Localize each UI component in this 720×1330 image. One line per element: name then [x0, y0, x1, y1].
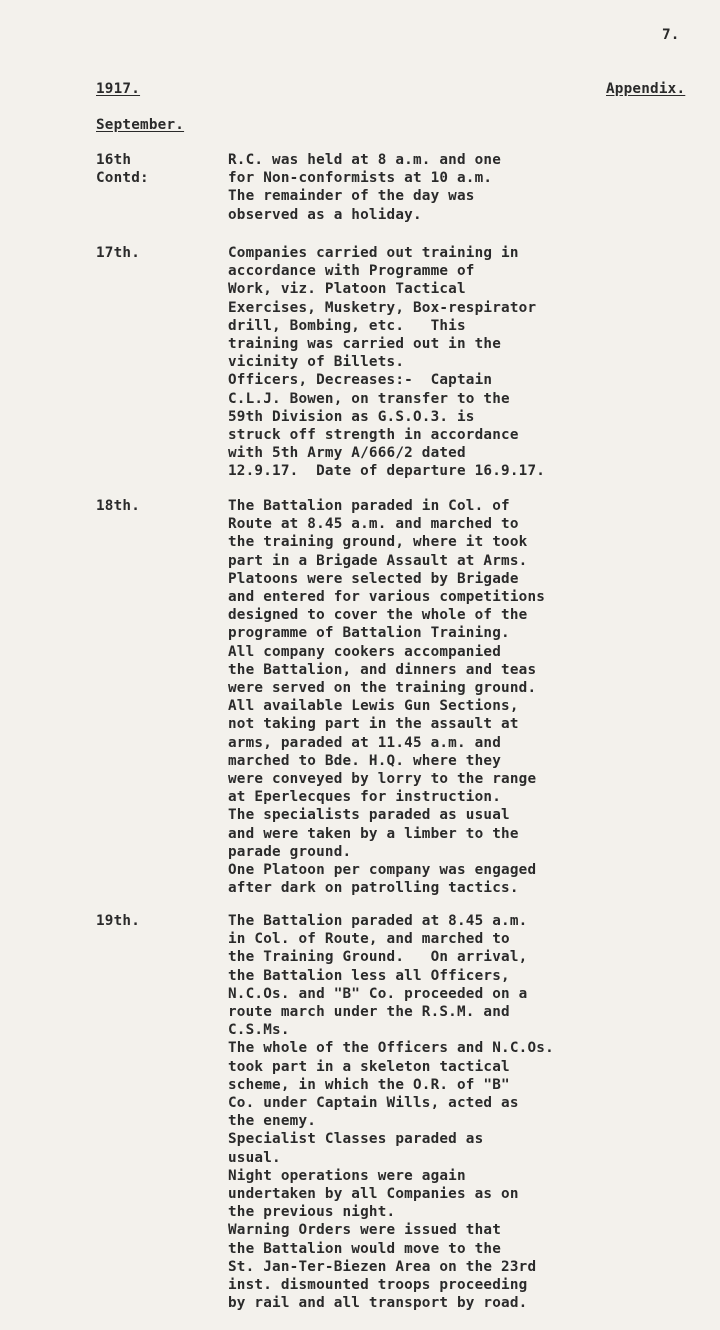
entry-line: the Battalion, and dinners and teas — [228, 661, 537, 678]
entry-line: R.C. was held at 8 a.m. and one — [228, 152, 502, 168]
entry-text — [228, 244, 698, 481]
entry-line: drill, Bombing, etc. This — [228, 317, 466, 334]
entry-line: and were taken by a limber to the — [228, 825, 519, 842]
year-heading: 1917. — [96, 81, 141, 97]
entry-line: vicinity of Billets. — [228, 354, 405, 371]
entry-line: usual. — [228, 1149, 281, 1166]
entry-line: marched to Bde. H.Q. where they — [228, 752, 502, 769]
entry-line: The Battalion paraded at 8.45 a.m. — [228, 913, 528, 929]
entry-line: N.C.Os. and "B" Co. proceeded on a — [228, 985, 528, 1002]
entry-line: were conveyed by lorry to the range — [228, 771, 537, 788]
page-number: 7. — [662, 27, 680, 43]
entry-line: part in a Brigade Assault at Arms. — [228, 552, 528, 569]
entry-line: C.L.J. Bowen, on transfer to the — [228, 390, 510, 407]
entry-line: route march under the R.S.M. and — [228, 1004, 510, 1021]
entry-line: the enemy. — [228, 1113, 317, 1130]
entry-line: the previous night. — [228, 1204, 396, 1221]
entry-line: The specialists paraded as usual — [228, 807, 510, 824]
entry-line: One Platoon per company was engaged — [228, 862, 537, 879]
entry-line: the training ground, where it took — [228, 534, 528, 551]
entry-line: Route at 8.45 a.m. and marched to — [228, 516, 519, 533]
entry-line: Night operations were again — [228, 1167, 466, 1184]
entry-line: with 5th Army A/666/2 dated — [228, 445, 466, 462]
entry-line: accordance with Programme of — [228, 263, 475, 280]
entry-text — [228, 151, 698, 224]
entry-line: the Training Ground. On arrival, — [228, 949, 528, 966]
entry-text — [228, 497, 698, 897]
entry-line: observed as a holiday. — [228, 206, 422, 223]
entry-line: All available Lewis Gun Sections, — [228, 698, 519, 715]
entry-line: All company cookers accompanied — [228, 643, 502, 660]
entry-line: Platoons were selected by Brigade — [228, 570, 519, 587]
entry-line: arms, paraded at 11.45 a.m. and — [228, 734, 502, 751]
entry-line: Companies carried out training in — [228, 245, 519, 261]
entry-line: Warning Orders were issued that — [228, 1222, 502, 1239]
month-heading: September. — [96, 117, 185, 133]
entry-date: 18th. — [96, 498, 141, 514]
entry-line: the Battalion less all Officers, — [228, 967, 510, 984]
entry-line: Officers, Decreases:- Captain — [228, 372, 493, 389]
entry-line: undertaken by all Companies as on — [228, 1186, 519, 1203]
entry-line: St. Jan-Ter-Biezen Area on the 23rd — [228, 1258, 537, 1275]
entry-line: took part in a skeleton tactical — [228, 1058, 510, 1075]
entry-line: parade ground. — [228, 843, 352, 860]
entry-line: at Eperlecques for instruction. — [228, 789, 502, 806]
entry-text — [228, 912, 698, 1312]
entry-line: by rail and all transport by road. — [228, 1295, 528, 1312]
entry-line: and entered for various competitions — [228, 589, 546, 606]
entry-date: 17th. — [96, 245, 141, 261]
entry-line: for Non-conformists at 10 a.m. — [228, 170, 493, 187]
entry-line: programme of Battalion Training. — [228, 625, 510, 642]
entry-line: struck off strength in accordance — [228, 427, 519, 444]
entry-date: 19th. — [96, 913, 141, 929]
entry-line: 12.9.17. Date of departure 16.9.17. — [228, 463, 546, 480]
entry-line: after dark on patrolling tactics. — [228, 880, 519, 897]
entry-line: not taking part in the assault at — [228, 716, 519, 733]
entry-line: The Battalion paraded in Col. of — [228, 498, 510, 514]
entry-line: in Col. of Route, and marched to — [228, 931, 510, 948]
appendix-heading: Appendix. — [606, 81, 686, 97]
entry-line: The remainder of the day was — [228, 188, 475, 205]
entry-line: Specialist Classes paraded as — [228, 1131, 484, 1148]
entry-line: inst. dismounted troops proceeding — [228, 1277, 528, 1294]
entry-line: the Battalion would move to the — [228, 1240, 502, 1257]
entry-line: were served on the training ground. — [228, 680, 537, 697]
entry-line: scheme, in which the O.R. of "B" — [228, 1076, 510, 1093]
entry-line: 59th Division as G.S.O.3. is — [228, 408, 475, 425]
entry-date: 16th Contd: — [96, 152, 149, 187]
entry-line: training was carried out in the — [228, 336, 502, 353]
entry-line: Work, viz. Platoon Tactical — [228, 281, 466, 298]
entry-line: C.S.Ms. — [228, 1022, 290, 1039]
entry-line: Exercises, Musketry, Box-respirator — [228, 299, 537, 316]
entry-line: Co. under Captain Wills, acted as — [228, 1095, 519, 1112]
entry-line: The whole of the Officers and N.C.Os. — [228, 1040, 554, 1057]
entry-line: designed to cover the whole of the — [228, 607, 528, 624]
